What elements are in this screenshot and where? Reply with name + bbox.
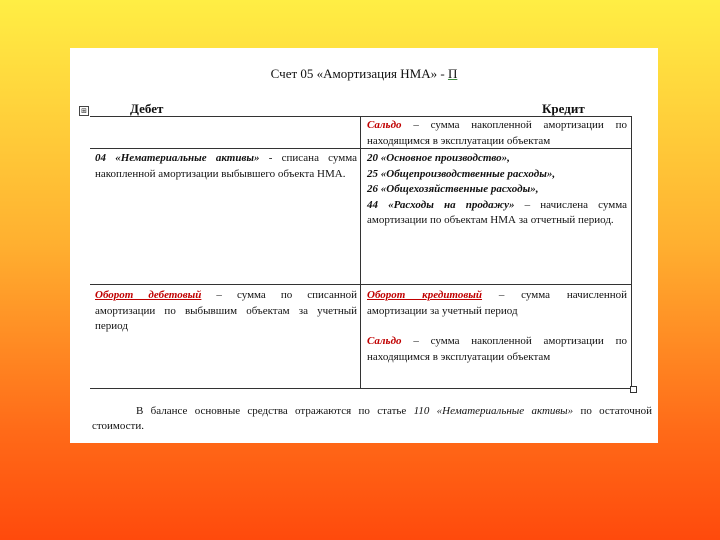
debit-entry-label: 04 «Нематериальные активы» — [95, 152, 260, 164]
footer-text-before: В балансе основные средства отражаются по статье — [136, 405, 414, 417]
footer-note — [92, 404, 652, 434]
debit-header: Дебет — [130, 101, 164, 116]
credit-turnover-label: Оборот кредитовый — [367, 289, 483, 301]
footer-text-after: по остаточной стоимости. — [92, 405, 653, 432]
document-page — [70, 48, 658, 443]
credit-turnover-block — [367, 288, 627, 365]
debit-turnover — [95, 288, 357, 335]
debit-entry — [95, 151, 357, 182]
credit-opening-text: – сумма накопленной амортизации по находящимся в эксплуатации объектам — [367, 119, 627, 147]
page-title — [70, 66, 658, 82]
credit-closing-text: – сумма накопленной амортизации по находящимся в эксплуатации объектам — [367, 335, 627, 363]
debit-turnover-label: Оборот дебетовый — [95, 289, 202, 301]
debit-entry-text: - списана сумма накопленной амортизации выбывшего объекта НМА. — [95, 152, 357, 180]
title-main: Счет 05 «Амортизация НМА» - — [270, 66, 448, 81]
credit-entry-20: 20 «Основное производство», — [367, 152, 510, 164]
credit-entry-26: 26 «Общехозяйственные расходы», — [367, 183, 539, 195]
table-column-divider — [360, 116, 361, 388]
footer-article: 110 «Нематериальные активы» — [413, 405, 574, 417]
credit-entry-25: 25 «Общепроизводственные расходы», — [367, 167, 556, 180]
credit-turnover-text: – сумма начисленной амортизации за учетный период — [367, 289, 627, 317]
table-rule-right — [631, 116, 632, 388]
credit-header: Кредит — [542, 101, 585, 116]
credit-entries — [367, 151, 627, 229]
table-move-handle-icon[interactable]: ⊞ — [79, 106, 89, 116]
debit-turnover-text: – сумма по списанной амортизации по выбывшим объектам за учетный период — [95, 289, 357, 332]
credit-entry-44-label: 44 «Расходы на продажу» — [367, 198, 515, 211]
credit-closing-label: Сальдо — [367, 335, 402, 347]
credit-entry-44-text: – начислена сумма амортизации по объектам НМА за отчетный период. — [367, 198, 627, 226]
credit-opening-label: Сальдо — [367, 119, 402, 131]
title-tail: П — [447, 66, 458, 81]
credit-opening-balance — [367, 118, 627, 149]
table-resize-handle[interactable] — [630, 386, 637, 393]
table-rule-bottom — [90, 388, 631, 389]
